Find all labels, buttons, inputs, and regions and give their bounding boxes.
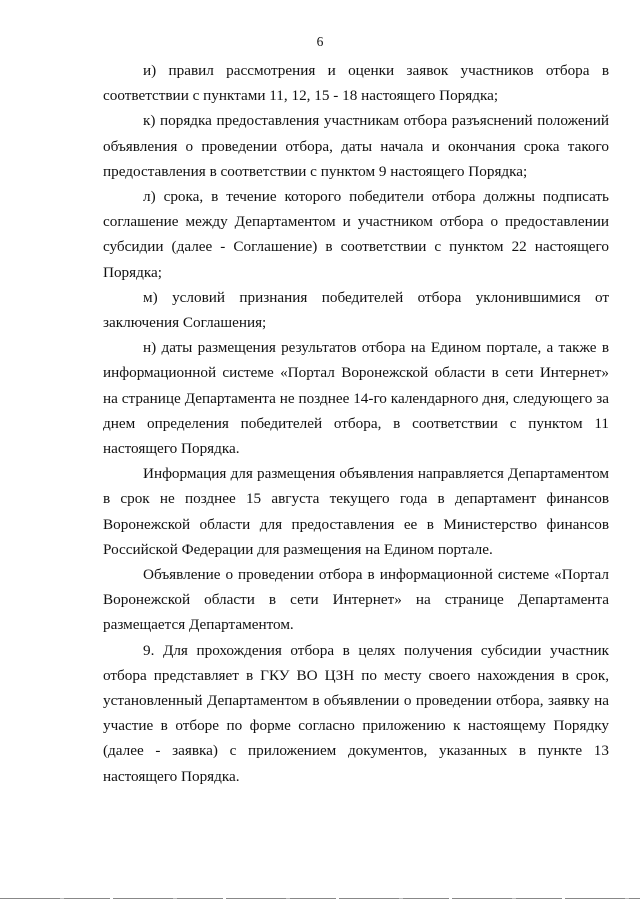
document-body [103, 58, 609, 789]
paragraph-item-n: н) даты размещения результатов отбора на Едином портале, а также в информационной системе «Портал Воронежской области в сети Интернет» на странице Департамента не позднее 14-го календарного дня, следующего за днем определения победителей отбора, в соответствии с пунктом 11 настоящего Порядка. [103, 339, 609, 458]
paragraph-clause-9: 9. Для прохождения отбора в целях получения субсидии участник отбора представляет в ГКУ ВО ЦЗН по месту своего нахождения в срок, установленный Департаментом в объявлении о проведении отбора, заявку на участие в отборе по форме согласно приложению к настоящему Порядку (далее - заявка) с приложением документов, указанных в пункте 13 настоящего Порядка. [103, 641, 609, 785]
paragraph-announcement-publication: Объявление о проведении отбора в информационной системе «Портал Воронежской области в сети Интернет» на странице Департамента размещается Департаментом. [103, 566, 609, 634]
paragraph-item-m: м) условий признания победителей отбора уклонившимися от заключения Соглашения; [103, 288, 609, 332]
paragraph-item-i: и) правил рассмотрения и оценки заявок участников отбора в соответствии с пунктами 11, 12, 15 - 18 настоящего Порядка; [103, 62, 609, 105]
paragraph-item-k: к) порядка предоставления участникам отбора разъяснений положений объявления о проведении отбора, даты начала и окончания срока такого предоставления в соответствии с пунктом 9 настоящего Порядка; [103, 112, 609, 180]
paragraph-announcement-info: Информация для размещения объявления направляется Департаментом в срок не позднее 15 августа текущего года в департамент финансов Воронежской области для предоставления ее в Министерство финансов Российской Федерации для размещения на Едином портале. [103, 465, 609, 558]
page-number: 6 [316, 34, 324, 49]
scan-bottom-edge [0, 898, 640, 899]
paragraph-item-l: л) срока, в течение которого победители отбора должны подписать соглашение между Департаментом и участником отбора о предоставлении субсидии (далее - Соглашение) в соответствии с пунктом 22 настоящего Порядка; [103, 188, 609, 281]
